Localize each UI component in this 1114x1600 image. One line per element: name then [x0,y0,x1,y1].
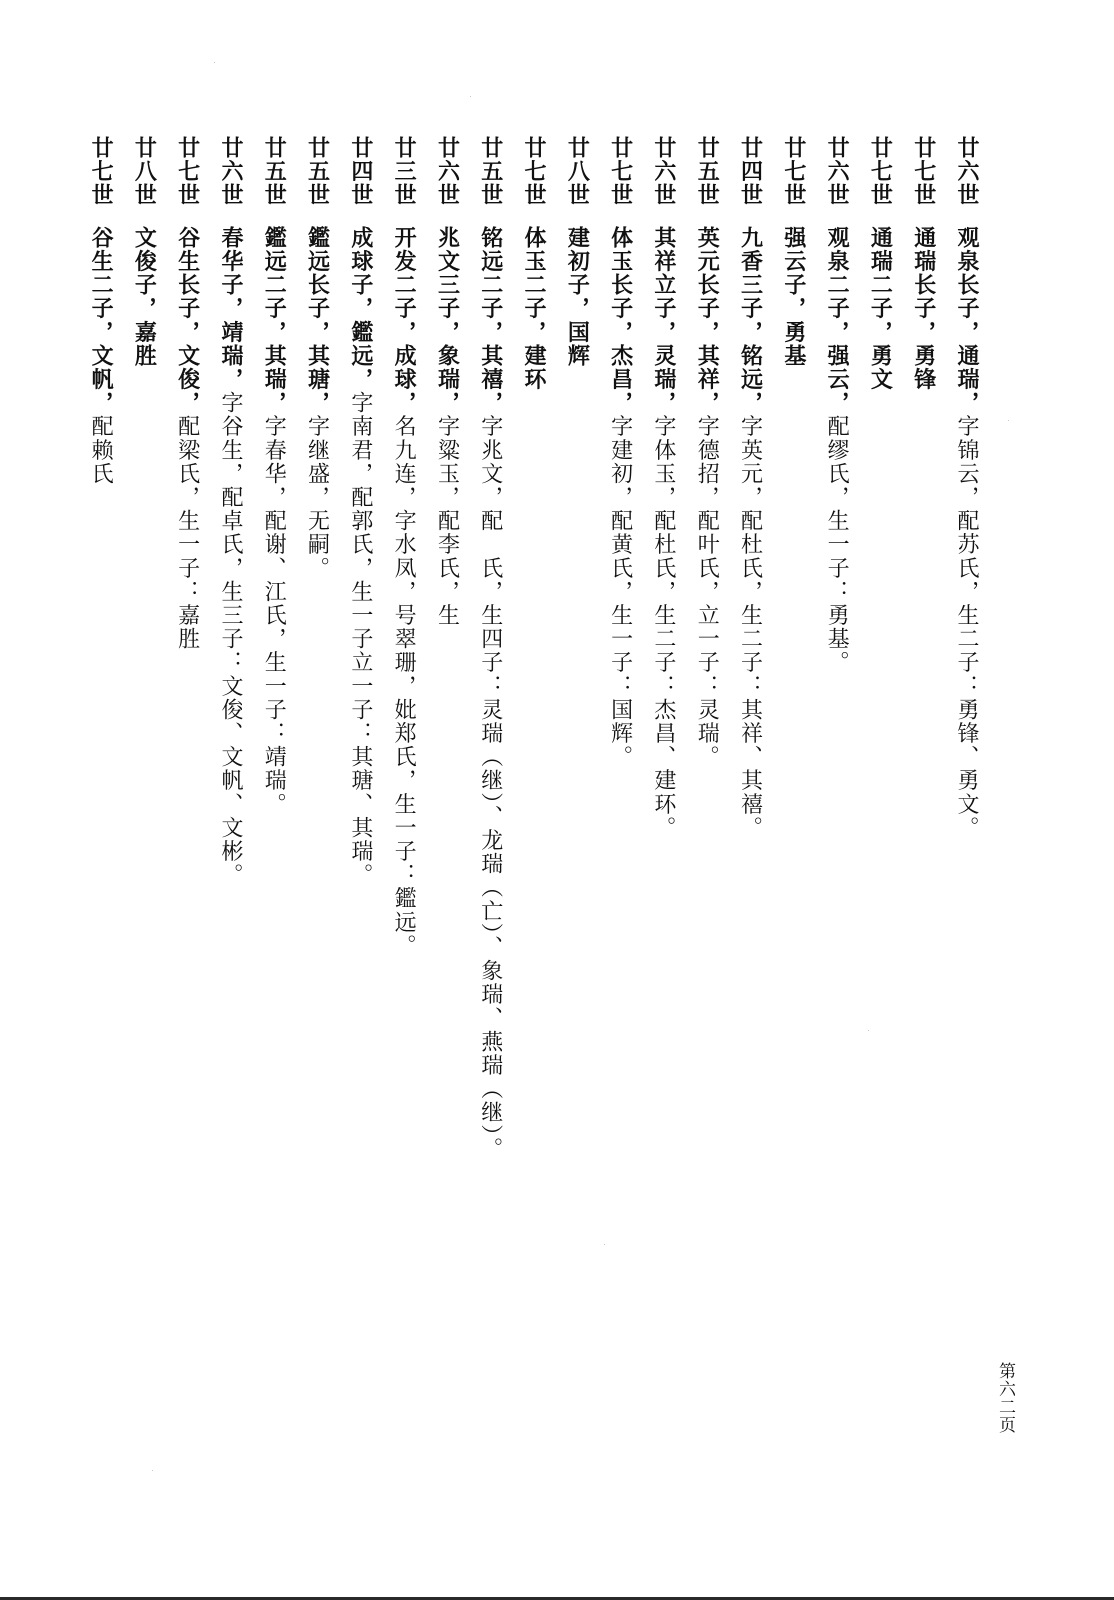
entry-details: 字粱玉，配李氏，生 [434,414,460,628]
entry-details: 字建初，配黄氏，生一子：国辉。 [607,414,633,769]
entry-details: 字兆文，配 氏，生四子：灵瑞（继）、龙瑞（亡）、象瑞、燕瑞（继）。 [477,414,503,1161]
entry-column [642,136,685,1416]
entry-heading: 鑑远长子，其瑭， [304,226,330,415]
entry-column [858,136,901,1416]
scan-speck [1008,420,1009,421]
entry-column [815,136,858,1416]
entry-column [728,136,771,1416]
entry-column [122,136,165,1416]
entry-generation: 廿五世 [477,136,503,207]
entry-generation: 廿四世 [347,136,373,207]
entry-generation: 廿五世 [261,136,287,207]
entry-details: 名九连，字水凤，号翠珊，妣郑氏，生一子：鑑远。 [391,414,417,958]
entry-details: 字德招，配叶氏，立一子：灵瑞。 [694,414,720,769]
entry-generation: 廿七世 [607,136,633,207]
entry-column [468,136,511,1416]
entry-heading: 谷生长子，文俊， [174,226,200,415]
entry-column [901,136,944,1416]
entry-heading: 谷生二子，文帆， [88,226,114,415]
entry-generation: 廿六世 [824,136,850,207]
entry-heading: 铭远二子，其禧， [477,226,503,415]
scan-speck [604,1244,605,1245]
entry-details: 字锦云，配苏氏，生二子：勇锋、勇文。 [954,414,979,840]
entry-generation: 廿八世 [131,136,157,207]
entry-generation: 廿五世 [304,136,330,207]
entry-heading: 观泉二子，强云， [824,226,850,415]
entry-details: 字春华，配谢、江氏，生一子：靖瑞。 [261,414,287,817]
entry-column [555,136,598,1416]
entry-generation: 廿六世 [217,136,243,207]
entry-details: 配赖氏 [88,414,114,486]
entry-generation: 廿七世 [867,136,893,207]
entry-heading: 春华子，靖瑞， [217,226,243,392]
entry-generation: 廿三世 [391,136,417,207]
entry-heading: 文俊子，嘉胜 [131,226,157,368]
entry-generation: 廿八世 [564,136,590,207]
entry-generation: 廿七世 [88,136,114,207]
entry-column [209,136,252,1416]
entry-heading: 观泉长子，通瑞， [954,226,979,415]
entry-column [165,136,208,1416]
page-number: 第六二页 [995,1362,1015,1434]
entry-column [512,136,555,1416]
entry-details: 字体玉，配杜氏，生二子：杰昌、建环。 [650,414,676,840]
entry-column [339,136,382,1416]
entry-heading: 通瑞二子，勇文 [867,226,893,392]
entry-generation: 廿七世 [910,136,936,207]
entry-heading: 建初子，国辉 [564,226,590,368]
entry-generation: 廿六世 [954,136,979,207]
entry-heading: 通瑞长子，勇锋 [910,226,936,392]
entry-column [382,136,425,1416]
entry-heading: 其祥立子，灵瑞， [650,226,676,415]
entry-generation: 廿四世 [737,136,763,207]
entry-heading: 开发二子，成球， [391,226,417,415]
scan-speck [868,1030,869,1031]
entry-heading: 九香三子，铭远， [737,226,763,415]
entry-heading: 体玉二子，建环 [521,226,547,392]
entry-generation: 廿七世 [780,136,806,207]
scan-speck [214,62,215,63]
entry-column [945,136,988,1416]
entry-generation: 廿六世 [650,136,676,207]
entry-details: 字谷生，配卓氏，生三子：文俊、文帆、文彬。 [217,391,243,887]
entry-generation: 廿七世 [521,136,547,207]
entries-columns [79,136,988,1416]
entry-column [425,136,468,1416]
entry-column [252,136,295,1416]
entry-details: 配缪氏，生一子：勇基。 [824,414,850,675]
entry-column [772,136,815,1416]
scan-speck [152,1470,153,1471]
entry-generation: 廿六世 [434,136,460,207]
entry-column [295,136,338,1416]
entry-details: 字继盛，无嗣。 [304,414,330,581]
entry-details: 字英元，配杜氏，生二子：其祥、其禧。 [737,414,763,840]
entry-heading: 强云子，勇基 [780,226,806,368]
entry-column [598,136,641,1416]
entry-details: 配梁氏，生一子：嘉胜 [174,414,200,651]
entry-details: 字南君，配郭氏，生一子立一子：其瑭、其瑞。 [347,391,373,887]
entry-column [79,136,122,1416]
entry-generation: 廿七世 [174,136,200,207]
entry-heading: 英元长子，其祥， [694,226,720,415]
entry-heading: 体玉长子，杰昌， [607,226,633,415]
entry-heading: 成球子，鑑远， [347,226,373,392]
entry-heading: 兆文三子，象瑞， [434,226,460,415]
scan-speck [470,96,471,97]
entry-heading: 鑑远二子，其瑞， [261,226,287,415]
entry-column [685,136,728,1416]
entry-generation: 廿五世 [694,136,720,207]
